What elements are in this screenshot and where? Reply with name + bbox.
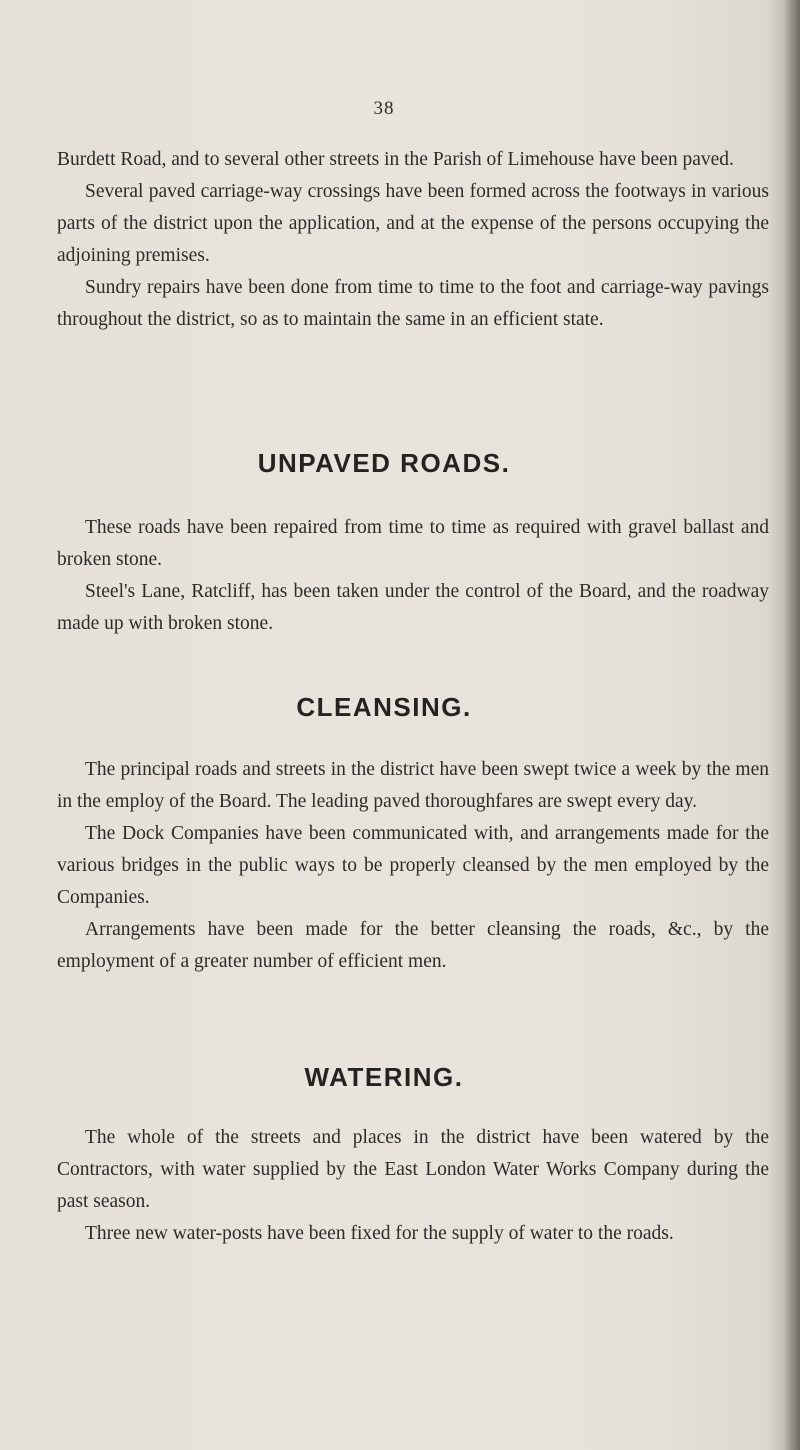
page-edge-shadow [784,0,800,1450]
paragraph: Steel's Lane, Ratcliff, has been taken under the control of the Board, and the roadway made up with broken stone. [57,581,769,634]
section-heading-unpaved-roads: UNPAVED ROADS. [257,448,511,478]
paragraph: Burdett Road, and to several other streets in the Parish of Limehouse have been paved. [57,149,734,170]
unpaved-roads-section [57,512,769,640]
paragraph: Several paved carriage-way crossings have been formed across the footways in various parts of the district upon the application, and at the expense of the persons occupying the adjoining premises. [57,181,769,266]
paragraph: Arrangements have been made for the better cleansing the roads, &c., by the employment of a greater number of efficient men. [57,919,769,972]
paragraph: These roads have been repaired from time to time as required with gravel ballast and broken stone. [57,517,769,570]
intro-section [57,144,769,336]
paragraph: Three new water-posts have been fixed for the supply of water to the roads. [85,1223,674,1244]
section-heading-cleansing: CLEANSING. [296,692,472,722]
section-heading-watering: WATERING. [304,1062,464,1092]
paragraph: Sundry repairs have been done from time to time to the foot and carriage-way pavings throughout the district, so as to maintain the same in an efficient state. [57,277,769,330]
paragraph: The whole of the streets and places in the district have been watered by the Contractors, with water supplied by the East London Water Works Company during the past season. [57,1127,769,1212]
page-number: 38 [373,98,395,119]
paragraph: The Dock Companies have been communicated with, and arrangements made for the various bridges in the public ways to be properly cleansed by the men employed by the Companies. [57,823,769,908]
watering-section [57,1122,769,1250]
paragraph: The principal roads and streets in the district have been swept twice a week by the men in the employ of the Board. The leading paved thoroughfares are swept every day. [57,759,769,812]
cleansing-section [57,754,769,978]
